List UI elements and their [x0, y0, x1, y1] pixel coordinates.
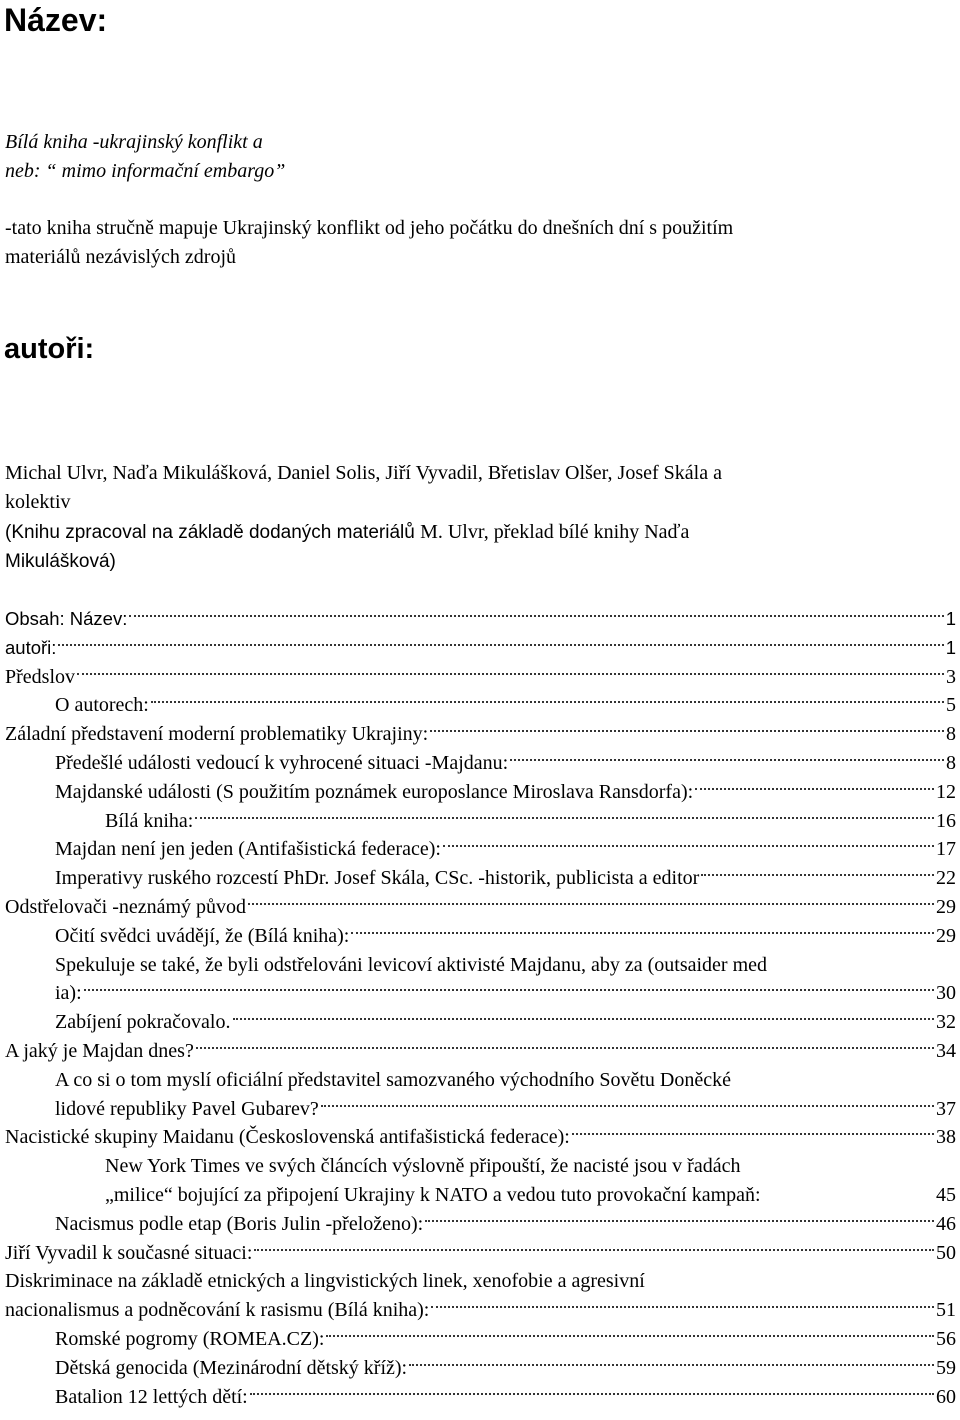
- toc-dot-leader: [196, 1046, 934, 1049]
- toc-page-number: 50: [936, 1241, 956, 1264]
- toc-page-number: 3: [946, 665, 956, 688]
- toc-entry[interactable]: [0, 1152, 960, 1210]
- toc-dot-leader: [250, 1392, 934, 1395]
- note-line-2-text: Mikulášková): [5, 551, 116, 572]
- toc-page-number: 30: [936, 982, 956, 1005]
- toc-dot-leader: [425, 1219, 934, 1222]
- toc-dot-leader: [326, 1334, 934, 1337]
- toc-entry[interactable]: [0, 605, 960, 634]
- toc-entry-title: Majdan není jen jeden (Antifašistická federace):: [55, 838, 441, 861]
- table-of-contents: [0, 605, 960, 1411]
- authors-line-1: Michal Ulvr, Naďa Mikulášková, Daniel Solis, Jiří Vyvadil, Břetislav Olšer, Josef Skála a: [5, 462, 722, 484]
- toc-page-number: 8: [946, 751, 956, 774]
- toc-entry-title: ia):: [55, 982, 82, 1005]
- toc-page-number: 16: [936, 809, 956, 832]
- toc-dot-leader: [129, 614, 943, 617]
- toc-entry[interactable]: [0, 663, 960, 692]
- toc-page-number: 37: [936, 1097, 956, 1120]
- toc-page-number: 5: [946, 694, 956, 717]
- subtitle-line-1: Bílá kniha -ukrajinský konflikt a: [5, 131, 263, 153]
- toc-entry-title: Batalion 12 lettých dětí:: [55, 1385, 248, 1408]
- toc-page-number: 34: [936, 1039, 956, 1062]
- toc-entry[interactable]: [0, 864, 960, 893]
- toc-entry[interactable]: [0, 634, 960, 663]
- toc-entry-title: Očití svědci uvádějí, že (Bílá kniha):: [55, 924, 350, 947]
- page-title: Název:: [4, 2, 108, 38]
- toc-entry[interactable]: [0, 1008, 960, 1037]
- toc-dot-leader: [233, 1017, 935, 1020]
- toc-entry-title: Bílá kniha:: [105, 809, 194, 832]
- authors-heading: autoři:: [4, 333, 95, 365]
- toc-page-number: 29: [936, 895, 956, 918]
- toc-dot-leader: [409, 1363, 934, 1366]
- toc-entry[interactable]: [0, 1066, 960, 1124]
- toc-entry[interactable]: [0, 922, 960, 951]
- toc-entry[interactable]: [0, 1123, 960, 1152]
- note-line-2: [5, 547, 950, 576]
- toc-dot-leader: [510, 758, 944, 761]
- toc-entry[interactable]: [0, 691, 960, 720]
- description-line-2: materiálů nezávislých zdrojů: [5, 246, 237, 268]
- toc-dot-leader: [431, 1305, 934, 1308]
- toc-dot-leader: [58, 643, 943, 646]
- toc-dot-leader: [248, 902, 934, 905]
- toc-entry-title: autoři:: [5, 636, 57, 658]
- note-line-1-part-b: M. Ulvr, překlad bílé knihy Naďa: [420, 521, 690, 543]
- toc-entry[interactable]: [0, 1210, 960, 1239]
- toc-page-number: 60: [936, 1385, 956, 1408]
- toc-page-number: 1: [945, 636, 956, 658]
- toc-entry-title: nacionalismus a podněcování k rasismu (Bílá kniha):: [5, 1299, 430, 1322]
- toc-entry-title: Předešlé události vedoucí k vyhrocené situaci -Majdanu:: [55, 751, 509, 774]
- toc-entry-title: Předslov: [5, 665, 75, 688]
- note-line-1-part-a: (Knihu zpracoval na základě dodaných materiálů: [5, 522, 421, 543]
- toc-page-number: 59: [936, 1356, 956, 1379]
- toc-entry[interactable]: [0, 1354, 960, 1383]
- toc-dot-leader: [443, 844, 934, 847]
- toc-page-number: 46: [936, 1212, 956, 1235]
- toc-entry[interactable]: [0, 749, 960, 778]
- toc-dot-leader: [321, 1104, 934, 1107]
- toc-entry-title-line: Spekuluje se také, že byli odstřelováni levicoví aktivisté Majdanu, aby za (outsaider med: [55, 953, 768, 976]
- toc-entry-title: Majdanské události (S použitím poznámek europoslance Miroslava Ransdorfa):: [55, 780, 694, 803]
- toc-dot-leader: [572, 1132, 934, 1135]
- toc-page-number: 1: [945, 608, 956, 629]
- toc-entry-title-line: A co si o tom myslí oficiální představitel samozvaného východního Sovětu Doněcké: [55, 1068, 731, 1091]
- toc-entry-title: „milice“ bojující za připojení Ukrajiny k NATO a vedou tuto provokační kampaň:: [105, 1183, 761, 1206]
- toc-dot-leader: [701, 873, 934, 876]
- toc-dot-leader: [84, 988, 934, 991]
- toc-page-number: 38: [936, 1126, 956, 1149]
- toc-entry-title: Obsah: Název:: [5, 608, 128, 629]
- toc-page-number: 29: [936, 924, 956, 947]
- toc-entry[interactable]: [0, 893, 960, 922]
- toc-entry-title: Nacistické skupiny Maidanu (Československá antifašistická federace):: [5, 1126, 570, 1149]
- toc-entry-title: Zabíjení pokračovalo.: [55, 1011, 231, 1034]
- toc-entry[interactable]: [0, 1267, 960, 1325]
- toc-dot-leader: [430, 729, 944, 732]
- toc-entry-title: A jaký je Majdan dnes?: [5, 1039, 194, 1062]
- toc-entry-title-line: New York Times ve svých článcích výslovně připouští, že nacisté jsou v řadách: [105, 1155, 741, 1178]
- toc-dot-leader: [254, 1248, 934, 1251]
- toc-entry[interactable]: [0, 778, 960, 807]
- toc-entry-title: Odstřelovači -neznámý původ: [5, 895, 247, 918]
- toc-dot-leader: [195, 816, 934, 819]
- toc-entry[interactable]: [0, 807, 960, 836]
- toc-entry-title: lidové republiky Pavel Gubarev?: [55, 1097, 319, 1120]
- toc-dot-leader: [761, 1192, 936, 1193]
- toc-entry[interactable]: [0, 1037, 960, 1066]
- toc-page-number: 56: [936, 1327, 956, 1350]
- toc-entry[interactable]: [0, 951, 960, 1009]
- toc-dot-leader: [695, 787, 934, 790]
- toc-page-number: 32: [936, 1011, 956, 1034]
- toc-entry-title: Jiří Vyvadil k současné situaci:: [5, 1241, 253, 1264]
- toc-page-number: 45: [936, 1183, 956, 1206]
- toc-entry-title: Nacismus podle etap (Boris Julin -přeloženo):: [55, 1212, 424, 1235]
- toc-page-number: 12: [936, 780, 956, 803]
- authors-line-2: kolektiv: [5, 491, 71, 513]
- toc-entry[interactable]: [0, 1325, 960, 1354]
- toc-entry[interactable]: [0, 720, 960, 749]
- toc-page-number: 8: [946, 723, 956, 746]
- description-line-1: -tato kniha stručně mapuje Ukrajinský konflikt od jeho počátku do dnešních dní s použitím: [5, 217, 734, 239]
- toc-page-number: 51: [936, 1299, 956, 1322]
- toc-entry-title: Záladní představení moderní problematiky Ukrajiny:: [5, 723, 429, 746]
- toc-page-number: 22: [936, 867, 956, 890]
- toc-entry-title: Dětská genocida (Mezinárodní dětský kříž):: [55, 1356, 408, 1379]
- subtitle-line-2: neb: “ mimo informační embargo”: [5, 160, 286, 182]
- toc-entry[interactable]: [0, 1383, 960, 1412]
- toc-entry[interactable]: [0, 835, 960, 864]
- toc-dot-leader: [351, 931, 934, 934]
- toc-dot-leader: [77, 672, 944, 675]
- toc-entry-title: Imperativy ruského rozcestí PhDr. Josef Skála, CSc. -historik, publicista a editor: [55, 867, 700, 890]
- toc-entry-title-line: Diskriminace na základě etnických a lingvistických linek, xenofobie a agresivní: [5, 1270, 645, 1293]
- toc-entry-title: O autorech:: [55, 694, 149, 717]
- note-line-1: [5, 518, 950, 547]
- toc-page-number: 17: [936, 838, 956, 861]
- toc-dot-leader: [151, 700, 944, 703]
- toc-entry[interactable]: [0, 1239, 960, 1268]
- toc-entry-title: Romské pogromy (ROMEA.CZ):: [55, 1327, 325, 1350]
